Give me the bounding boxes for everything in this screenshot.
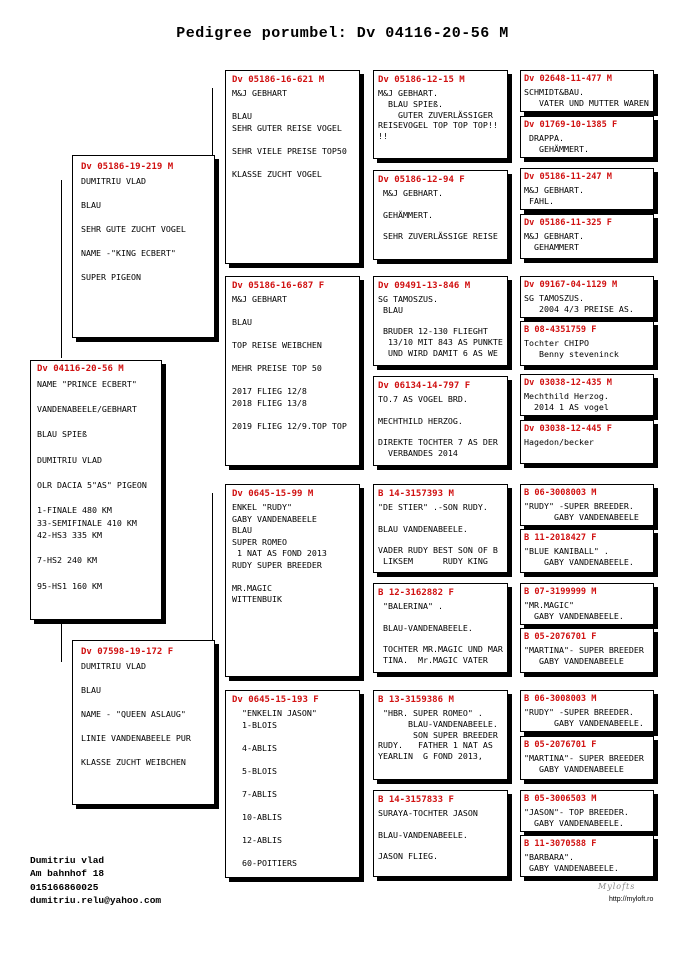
pigeon-ring-id: Dv 03038-12-445 F bbox=[524, 424, 612, 434]
connector-line bbox=[61, 620, 62, 662]
pigeon-ring-id: B 11-2018427 F bbox=[524, 533, 597, 543]
pigeon-details: "HBR. SUPER ROMEO" . BLAU-VANDENABEELE. SON SUPER BREEDER RUDY. FATHER 1 NAT AS YEARLIN G FOND 2013, bbox=[378, 708, 498, 762]
pigeon-details: "JASON"- TOP BREEDER. GABY VANDENABEELE. bbox=[524, 807, 629, 828]
pigeon-details: M&J GEBHART. BLAU SPIEß. GUTER ZUVERLÄSSIGER REISEVOGEL TOP TOP TOP!! !! bbox=[378, 88, 498, 142]
pigeon-ring-id: Dv 03038-12-435 M bbox=[524, 378, 612, 388]
pigeon-gen4-card bbox=[520, 70, 654, 112]
pigeon-details: "MARTINA"- SUPER BREEDER GABY VANDENABEELE bbox=[524, 753, 644, 774]
pigeon-details: M&J GEBHART. GEHÄMMERT. SEHR ZUVERLÄSSIGE REISE bbox=[382, 188, 498, 242]
pigeon-ring-id: B 05-3006503 M bbox=[524, 794, 597, 804]
pigeon-ring-id: Dv 0645-15-99 M bbox=[232, 489, 314, 499]
pigeon-gen4-card bbox=[520, 690, 654, 732]
pigeon-ring-id: B 14-3157393 M bbox=[378, 489, 454, 499]
pigeon-details: "BALERINA" . BLAU-VANDENABEELE. TOCHTER MR.MAGIC UND MAR TINA. Mr.MAGIC VATER bbox=[382, 601, 503, 665]
pigeon-details: NAME "PRINCE ECBERT" VANDENABEELE/GEBHART BLAU SPIEß DUMITRIU VLAD OLR DACIA 5"AS" PIGEON 1-FINALE 480 KM 33-SEMIFINALE 410 KM 42-HS3 335 KM 7-HS2 240 KM 95-HS1 160 KM bbox=[37, 379, 147, 591]
pigeon-gen4-card bbox=[520, 484, 654, 526]
pigeon-ring-id: Dv 02648-11-477 M bbox=[524, 74, 612, 84]
pigeon-details: DUMITRIU VLAD BLAU SEHR GUTE ZUCHT VOGEL NAME -"KING ECBERT" SUPER PIGEON bbox=[81, 176, 186, 282]
pigeon-gen4-card bbox=[520, 116, 654, 158]
pigeon-details: SCHMIDT&BAU. VATER UND MUTTER WAREN bbox=[524, 87, 649, 108]
pigeon-gen4-card bbox=[520, 835, 654, 877]
breeder-email[interactable]: dumitriu.relu@yahoo.com bbox=[30, 894, 162, 906]
pigeon-ring-id: Dv 05186-11-247 M bbox=[524, 172, 612, 182]
pigeon-gen3-card bbox=[373, 170, 508, 260]
pigeon-gen4-card bbox=[520, 628, 654, 673]
pigeon-ring-id: Dv 05186-19-219 M bbox=[81, 162, 174, 172]
breeder-contact bbox=[30, 854, 161, 907]
pigeon-ring-id: Dv 04116-20-56 M bbox=[37, 364, 124, 374]
pigeon-gen4-card bbox=[520, 420, 654, 464]
connector-line bbox=[61, 180, 62, 358]
pigeon-ring-id: B 08-4351759 F bbox=[524, 325, 597, 335]
pigeon-ring-id: Dv 01769-10-1385 F bbox=[524, 120, 618, 130]
pigeon-ring-id: B 13-3159386 M bbox=[378, 695, 454, 705]
page-title: Pedigree porumbel: Dv 04116-20-56 M bbox=[176, 25, 509, 42]
pigeon-gen3-card bbox=[373, 376, 508, 466]
pigeon-ring-id: B 07-3199999 M bbox=[524, 587, 597, 597]
pigeon-ring-id: Dv 05186-12-15 M bbox=[378, 75, 465, 85]
pigeon-details: M&J GEBHART. FAHL. bbox=[524, 185, 584, 206]
pigeon-details: "RUDY" -SUPER BREEDER. GABY VANDENABEELE. bbox=[524, 707, 644, 728]
pigeon-ring-id: Dv 06134-14-797 F bbox=[378, 381, 471, 391]
pigeon-ring-id: B 05-2076701 F bbox=[524, 632, 597, 642]
pigeon-details: "MARTINA"- SUPER BREEDER GABY VANDENABEELE bbox=[524, 645, 644, 666]
pigeon-gen4-card bbox=[520, 321, 654, 366]
pigeon-gen3-card bbox=[373, 276, 508, 366]
pigeon-ring-id: B 06-3008003 M bbox=[524, 694, 597, 704]
pigeon-details: TO.7 AS VOGEL BRD. MECHTHILD HERZOG. DIREKTE TOCHTER 7 AS DER VERBANDES 2014 bbox=[378, 394, 498, 458]
pigeon-details: M&J GEBHART BLAU SEHR GUTER REISE VOGEL SEHR VIELE PREISE TOP50 KLASSE ZUCHT VOGEL bbox=[232, 88, 347, 179]
pigeon-details: "ENKELIN JASON" 1-BLOIS 4-ABLIS 5-BLOIS 7-ABLIS 10-ABLIS 12-ABLIS 60-POITIERS bbox=[241, 708, 317, 868]
pigeon-ring-id: B 14-3157833 F bbox=[378, 795, 454, 805]
pigeon-details: Mechthild Herzog. 2014 1 AS vogel bbox=[524, 391, 609, 412]
pigeon-ring-id: B 12-3162882 F bbox=[378, 588, 454, 598]
pigeon-details: M&J GEBHART BLAU TOP REISE WEIBCHEN MEHR PREISE TOP 50 2017 FLIEG 12/8 2018 FLIEG 13/8 2019 FLIEG 12/9.TOP TOP bbox=[232, 294, 347, 431]
breeder-name: Dumitriu vlad bbox=[30, 855, 105, 866]
pigeon-details: SURAYA-TOCHTER JASON BLAU-VANDENABEELE. JASON FLIEG. bbox=[378, 808, 478, 862]
pigeon-ring-id: Dv 09491-13-846 M bbox=[378, 281, 471, 291]
pigeon-gen4-card bbox=[520, 374, 654, 416]
pigeon-details: "DE STIER" .-SON RUDY. BLAU VANDENABEELE. VADER RUDY BEST SON OF B LIKSEM RUDY KING bbox=[378, 502, 498, 566]
pigeon-gen4-card bbox=[520, 736, 654, 780]
pigeon-ring-id: Dv 0645-15-193 F bbox=[232, 695, 319, 705]
pigeon-gen2-card bbox=[225, 276, 360, 466]
pigeon-gen4-card bbox=[520, 214, 654, 259]
pigeon-gen3-card bbox=[373, 583, 508, 673]
breeder-phone: 015166860025 bbox=[30, 881, 99, 893]
pigeon-gen4-card bbox=[520, 276, 654, 318]
pigeon-details: DUMITRIU VLAD BLAU NAME - "QUEEN ASLAUG" LINIE VANDENABEELE PUR KLASSE ZUCHT WEIBCHEN bbox=[81, 661, 191, 767]
pigeon-gen2-card bbox=[225, 484, 360, 677]
pigeon-details: Tochter CHIPO Benny steveninck bbox=[524, 338, 619, 359]
pigeon-ring-id: Dv 05186-16-687 F bbox=[232, 281, 325, 291]
pigeon-gen3-card bbox=[373, 70, 508, 159]
myloft-logo: Mylofts bbox=[598, 882, 636, 891]
pigeon-ring-id: B 06-3008003 M bbox=[524, 488, 597, 498]
pigeon-ring-id: B 11-3070588 F bbox=[524, 839, 597, 849]
pigeon-details: Hagedon/becker bbox=[524, 437, 594, 447]
pigeon-details: DRAPPA. GEHÄMMERT. bbox=[528, 133, 589, 154]
pigeon-sire-card bbox=[72, 155, 215, 338]
pigeon-gen3-card bbox=[373, 690, 508, 780]
pigeon-gen4-card bbox=[520, 790, 654, 832]
pigeon-ring-id: Dv 07598-19-172 F bbox=[81, 647, 174, 657]
pigeon-dam-card bbox=[72, 640, 215, 805]
pigeon-ring-id: Dv 05186-16-621 M bbox=[232, 75, 325, 85]
pigeon-subject-card bbox=[30, 360, 162, 620]
pigeon-gen2-card bbox=[225, 690, 360, 878]
pigeon-details: ENKEL "RUDY" GABY VANDENABEELE BLAU SUPER ROMEO 1 NAT AS FOND 2013 RUDY SUPER BREEDER MR.MAGIC WITTENBUIK bbox=[232, 502, 327, 604]
pigeon-gen4-card bbox=[520, 168, 654, 210]
pigeon-gen4-card bbox=[520, 529, 654, 573]
pigeon-ring-id: Dv 05186-11-325 F bbox=[524, 218, 612, 228]
breeder-address: Am bahnhof 18 bbox=[30, 868, 105, 880]
pigeon-gen4-card bbox=[520, 583, 654, 625]
pigeon-details: "BARBARA". GABY VANDENABEELE. bbox=[524, 852, 619, 873]
pigeon-details: "RUDY" -SUPER BREEDER. GABY VANDENABEELE bbox=[524, 501, 639, 522]
pigeon-details: "BLUE KANIBALL" . GABY VANDENABEELE. bbox=[524, 546, 634, 567]
pigeon-ring-id: B 05-2076701 F bbox=[524, 740, 597, 750]
pigeon-ring-id: Dv 05186-12-94 F bbox=[378, 175, 465, 185]
pigeon-ring-id: Dv 09167-04-1129 M bbox=[524, 280, 618, 290]
pigeon-gen3-card bbox=[373, 484, 508, 573]
pigeon-gen2-card bbox=[225, 70, 360, 264]
pigeon-details: SG TAMOSZUS. BLAU BRUDER 12-130 FLIEGHT 13/10 MIT 843 AS PUNKTE UND WIRD DAMIT 6 AS WE bbox=[378, 294, 503, 358]
pigeon-gen3-card bbox=[373, 790, 508, 877]
pigeon-details: M&J GEBHART. GEHAMMERT bbox=[524, 231, 584, 252]
pigeon-details: SG TAMOSZUS. 2004 4/3 PREISE AS. bbox=[524, 293, 634, 314]
footer-url[interactable]: http://myloft.ro bbox=[609, 896, 654, 903]
pigeon-details: "MR.MAGIC" GABY VANDENABEELE. bbox=[524, 600, 624, 621]
